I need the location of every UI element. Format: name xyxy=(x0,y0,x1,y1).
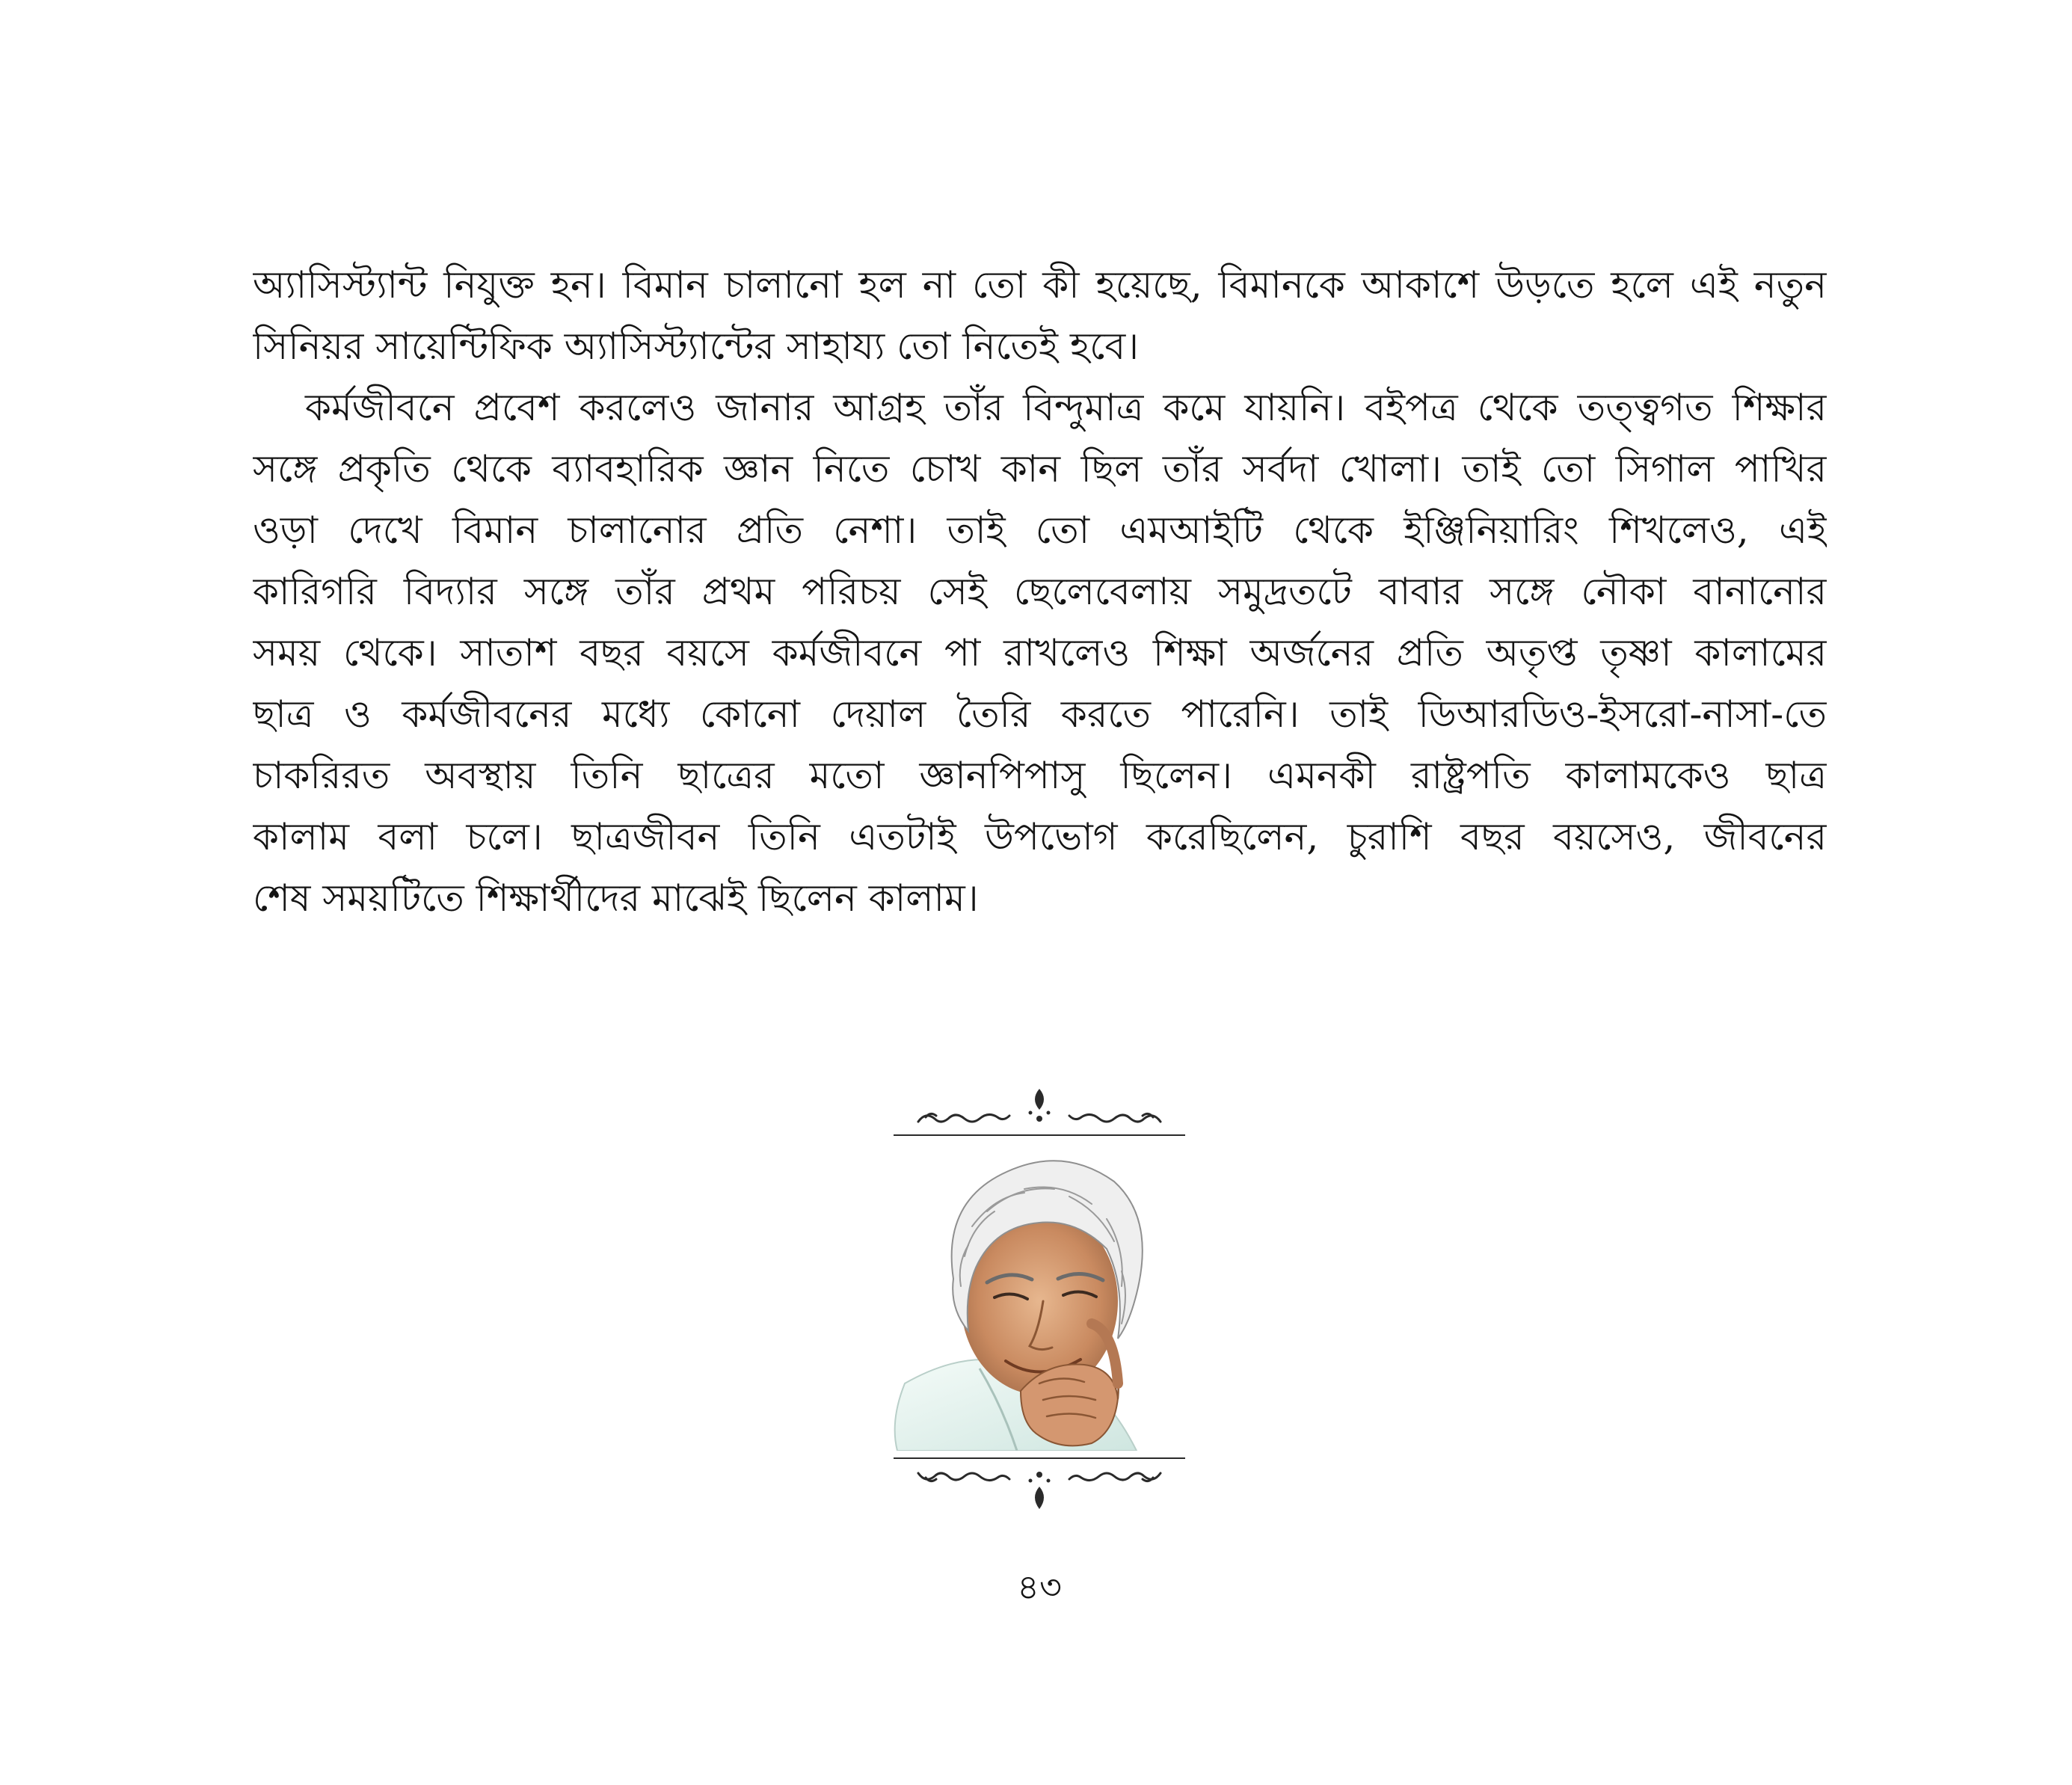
text-line: ওড়া দেখে বিমান চালানোর প্রতি নেশা। তাই তো এমআইটি থেকে ইঞ্জিনিয়ারিং শিখলেও, এই xyxy=(253,509,1827,552)
body-text xyxy=(253,254,1827,929)
text-line: কালাম বলা চলে। ছাত্রজীবন তিনি এতটাই উপভোগ করেছিলেন, চুরাশি বছর বয়সেও, জীবনের xyxy=(253,815,1827,858)
text-line: সিনিয়র সায়েন্টিফিক অ্যাসিস্ট্যান্টের সাহায্য তো নিতেই হবে। xyxy=(253,325,1140,368)
text-line: শেষ সময়টিতে শিক্ষার্থীদের মাঝেই ছিলেন কালাম। xyxy=(253,876,979,920)
text-line: কর্মজীবনে প্রবেশ করলেও জানার আগ্রহ তাঁর বিন্দুমাত্র কমে যায়নি। বইপত্র থেকে তত্ত্বগত শিক্ষার xyxy=(305,386,1827,429)
text-line: সঙ্গে প্রকৃতি থেকে ব্যাবহারিক জ্ঞান নিতে চোখ কান ছিল তাঁর সর্বদা খোলা। তাই তো সিগাল পাখির xyxy=(253,447,1827,491)
ornament-bottom-divider xyxy=(890,1449,1189,1517)
text-line: সময় থেকে। সাতাশ বছর বয়সে কর্মজীবনে পা রাখলেও শিক্ষা অর্জনের প্রতি অতৃপ্ত তৃষ্ণা কালামের xyxy=(253,631,1827,675)
ornament-top-divider xyxy=(890,1083,1189,1143)
text-line: কারিগরি বিদ্যার সঙ্গে তাঁর প্রথম পরিচয় সেই ছেলেবেলায় সমুদ্রতটে বাবার সঙ্গে নৌকা বানানোর xyxy=(253,570,1827,613)
page-number: ৪৩ xyxy=(1017,1567,1062,1607)
text-line: ছাত্র ও কর্মজীবনের মধ্যে কোনো দেয়াল তৈরি করতে পারেনি। তাই ডিআরডিও-ইসরো-নাসা-তে xyxy=(253,692,1827,736)
portrait-illustration xyxy=(890,1137,1189,1451)
text-line: অ্যাসিস্ট্যান্ট নিযুক্ত হন। বিমান চালানো হল না তো কী হয়েছে, বিমানকে আকাশে উড়তে হলে এই নতুন xyxy=(253,263,1827,307)
text-line: চাকরিরত অবস্থায় তিনি ছাত্রের মতো জ্ঞানপিপাসু ছিলেন। এমনকী রাষ্ট্রপতি কালামকেও ছাত্র xyxy=(253,754,1827,797)
